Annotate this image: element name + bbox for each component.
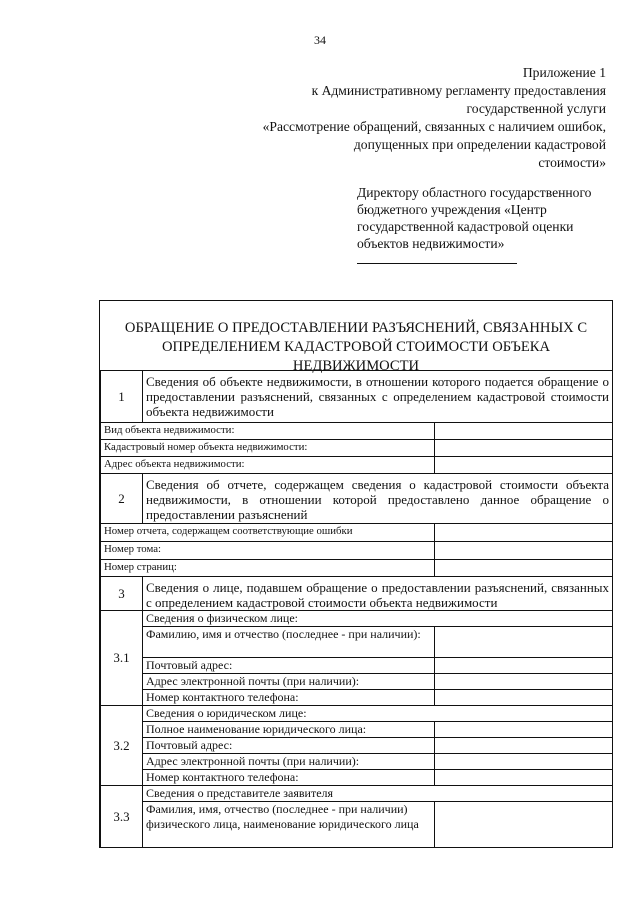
section-2-number: 2 [101, 474, 143, 524]
addressee-line-1: Директору областного государственного [357, 185, 592, 200]
field-individual-phone-value[interactable] [435, 690, 613, 706]
field-report-number-label: Номер отчета, содержащем соответствующие ошибки [101, 524, 435, 542]
field-individual-name-label: Фамилию, имя и отчество (последнее - при наличии): [143, 627, 435, 658]
table-row [101, 542, 613, 560]
table-row [101, 722, 613, 738]
field-volume-number-label: Номер тома: [101, 542, 435, 560]
field-legal-email-label: Адрес электронной почты (при наличии): [143, 754, 435, 770]
field-object-address-label: Адрес объекта недвижимости: [101, 457, 435, 474]
section-3-1-number: 3.1 [101, 611, 143, 706]
field-legal-name-value[interactable] [435, 722, 613, 738]
table-row [101, 674, 613, 690]
table-row [101, 611, 613, 627]
addressee-line-3: государственной кадастровой оценки [357, 219, 574, 234]
section-3-2-number: 3.2 [101, 706, 143, 786]
field-page-numbers-label: Номер страниц: [101, 560, 435, 577]
section-2-text: Сведения об отчете, содержащем сведения о кадастровой стоимости объекта недвижимости, в отношении которой предоставлено данное обращение о предоставлении разъяснений [143, 474, 613, 524]
field-individual-phone-label: Номер контактного телефона: [143, 690, 435, 706]
section-1-text: Сведения об объекте недвижимости, в отношении которого подается обращение о предоставлении разъяснений, связанных с определением кадастровой стоимости объекта недвижимости [143, 371, 613, 423]
section-2-row [101, 474, 613, 524]
appendix-header [263, 64, 606, 172]
field-cadastral-number-label: Кадастровый номер объекта недвижимости: [101, 440, 435, 457]
field-individual-name-value[interactable] [435, 627, 613, 658]
field-legal-postal-value[interactable] [435, 738, 613, 754]
addressee-block [357, 184, 591, 252]
table-row [101, 754, 613, 770]
appendix-line-3: государственной услуги [466, 101, 606, 116]
table-row [101, 440, 613, 457]
field-object-type-label: Вид объекта недвижимости: [101, 423, 435, 440]
field-legal-phone-label: Номер контактного телефона: [143, 770, 435, 786]
table-row [101, 786, 613, 802]
table-row [101, 524, 613, 542]
field-object-address-value[interactable] [435, 457, 613, 474]
field-representative-name-label: Фамилия, имя, отчество (последнее - при наличии) физического лица, наименование юридического лица [143, 802, 435, 848]
form-title [99, 319, 613, 376]
addressee-line-4: объектов недвижимости» [357, 236, 505, 251]
table-row [101, 658, 613, 674]
form-title-line-2: ОПРЕДЕЛЕНИЕМ КАДАСТРОВОЙ СТОИМОСТИ ОБЪЕКА НЕДВИЖИМОСТИ [161, 339, 551, 374]
table-row [101, 690, 613, 706]
section-3-number: 3 [101, 577, 143, 611]
section-3-text: Сведения о лице, подавшем обращение о предоставлении разъяснений, связанных с определением кадастровой стоимости объекта недвижимости [143, 577, 613, 611]
field-individual-postal-value[interactable] [435, 658, 613, 674]
appendix-line-2: к Административному регламенту предоставления [311, 83, 606, 98]
table-row [101, 457, 613, 474]
field-individual-email-label: Адрес электронной почты (при наличии): [143, 674, 435, 690]
field-cadastral-number-value[interactable] [435, 440, 613, 457]
appendix-line-1: Приложение 1 [522, 65, 606, 80]
field-legal-phone-value[interactable] [435, 770, 613, 786]
addressee-signature-line [357, 263, 517, 264]
table-row [101, 706, 613, 722]
section-3-3-number: 3.3 [101, 786, 143, 848]
section-1-row [101, 371, 613, 423]
form-title-line-1: ОБРАЩЕНИЕ О ПРЕДОСТАВЛЕНИИ РАЗЪЯСНЕНИЙ, СВЯЗАННЫХ С [124, 320, 588, 336]
form-table [100, 370, 613, 848]
field-representative-name-value[interactable] [435, 802, 613, 848]
table-row [101, 738, 613, 754]
appendix-line-4: «Рассмотрение обращений, связанных с наличием ошибок, [262, 119, 606, 134]
section-3-1-head: Сведения о физическом лице: [143, 611, 613, 627]
field-report-number-value[interactable] [435, 524, 613, 542]
field-legal-name-label: Полное наименование юридического лица: [143, 722, 435, 738]
appendix-line-6: стоимости» [538, 155, 606, 170]
table-row [101, 423, 613, 440]
field-page-numbers-value[interactable] [435, 560, 613, 577]
appendix-line-5: допущенных при определении кадастровой [353, 137, 606, 152]
section-1-number: 1 [101, 371, 143, 423]
field-individual-email-value[interactable] [435, 674, 613, 690]
page-number: 34 [314, 33, 326, 47]
table-row [101, 770, 613, 786]
field-legal-postal-label: Почтовый адрес: [143, 738, 435, 754]
table-row [101, 627, 613, 658]
field-individual-postal-label: Почтовый адрес: [143, 658, 435, 674]
addressee-line-2: бюджетного учреждения «Центр [357, 202, 547, 217]
field-legal-email-value[interactable] [435, 754, 613, 770]
field-volume-number-value[interactable] [435, 542, 613, 560]
section-3-3-head: Сведения о представителе заявителя [143, 786, 613, 802]
section-3-2-head: Сведения о юридическом лице: [143, 706, 613, 722]
field-object-type-value[interactable] [435, 423, 613, 440]
table-row [101, 802, 613, 848]
table-row [101, 560, 613, 577]
section-3-row [101, 577, 613, 611]
